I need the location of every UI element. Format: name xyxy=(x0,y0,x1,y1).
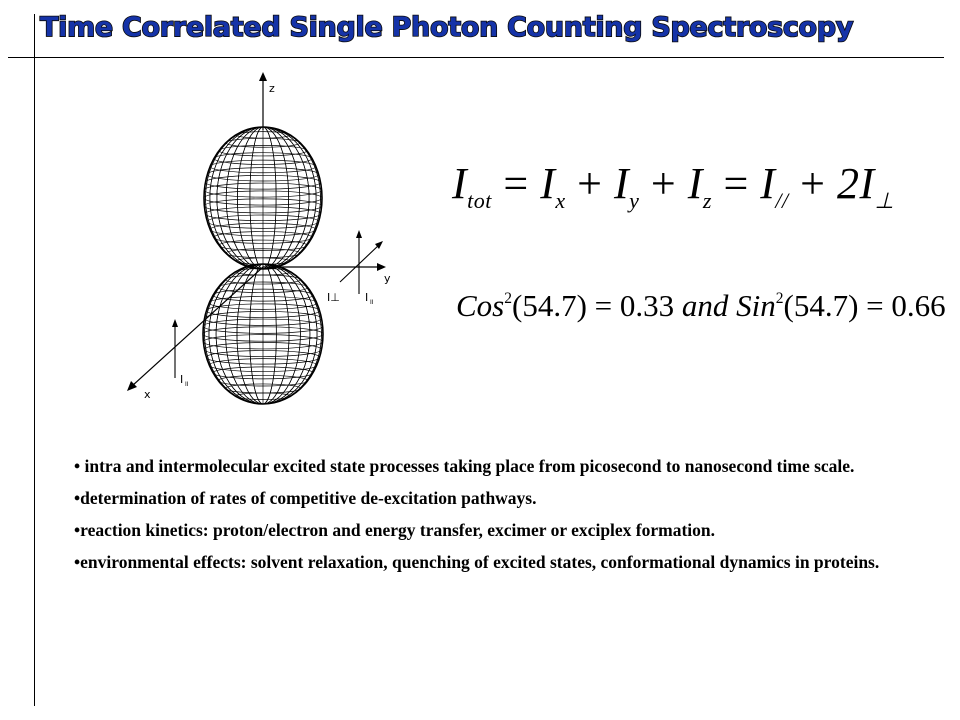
magic-angle-equation: Cos$^2$(54.7) = 0.33 and Sin$^2$(54.7) = 0.66 xyxy=(456,288,946,323)
application-bullet-list xyxy=(74,452,910,580)
i-parallel-y-mark: II xyxy=(370,299,374,306)
bullet-item: •environmental effects: solvent relaxation, quenching of excited states, conformational dynamics in proteins. xyxy=(74,552,880,572)
title-underline xyxy=(8,57,944,58)
x-axis xyxy=(132,267,263,386)
i-parallel-x-label: I xyxy=(180,373,184,386)
bullet-item: • intra and intermolecular excited state processes taking place from picosecond to nanosecond time scale. xyxy=(74,456,855,476)
x-axis-label: x xyxy=(144,388,151,401)
total-intensity-equation: $I_{tot} = I_x + I_y + I_z = I_{//} + 2I_\perp$ xyxy=(452,159,895,213)
i-parallel-x-mark: II xyxy=(185,381,189,388)
bullet-item: •reaction kinetics: proton/electron and energy transfer, excimer or exciplex formation. xyxy=(74,520,716,540)
left-margin-line xyxy=(34,14,35,706)
z-axis-label: z xyxy=(269,82,275,95)
z-axis-arrowhead xyxy=(259,72,267,81)
y-perpendicular-arrow xyxy=(340,244,380,282)
i-perp-label: I⊥ xyxy=(327,291,340,304)
y-axis-label: y xyxy=(384,272,391,285)
page-title: Time Correlated Single Photon Counting Spectroscopy xyxy=(40,12,854,43)
emission-dipole-diagram xyxy=(118,68,418,413)
y-axis-arrowhead xyxy=(377,263,386,271)
i-parallel-y-label: I xyxy=(365,291,369,304)
bullet-item: •determination of rates of competitive de-excitation pathways. xyxy=(74,488,537,508)
